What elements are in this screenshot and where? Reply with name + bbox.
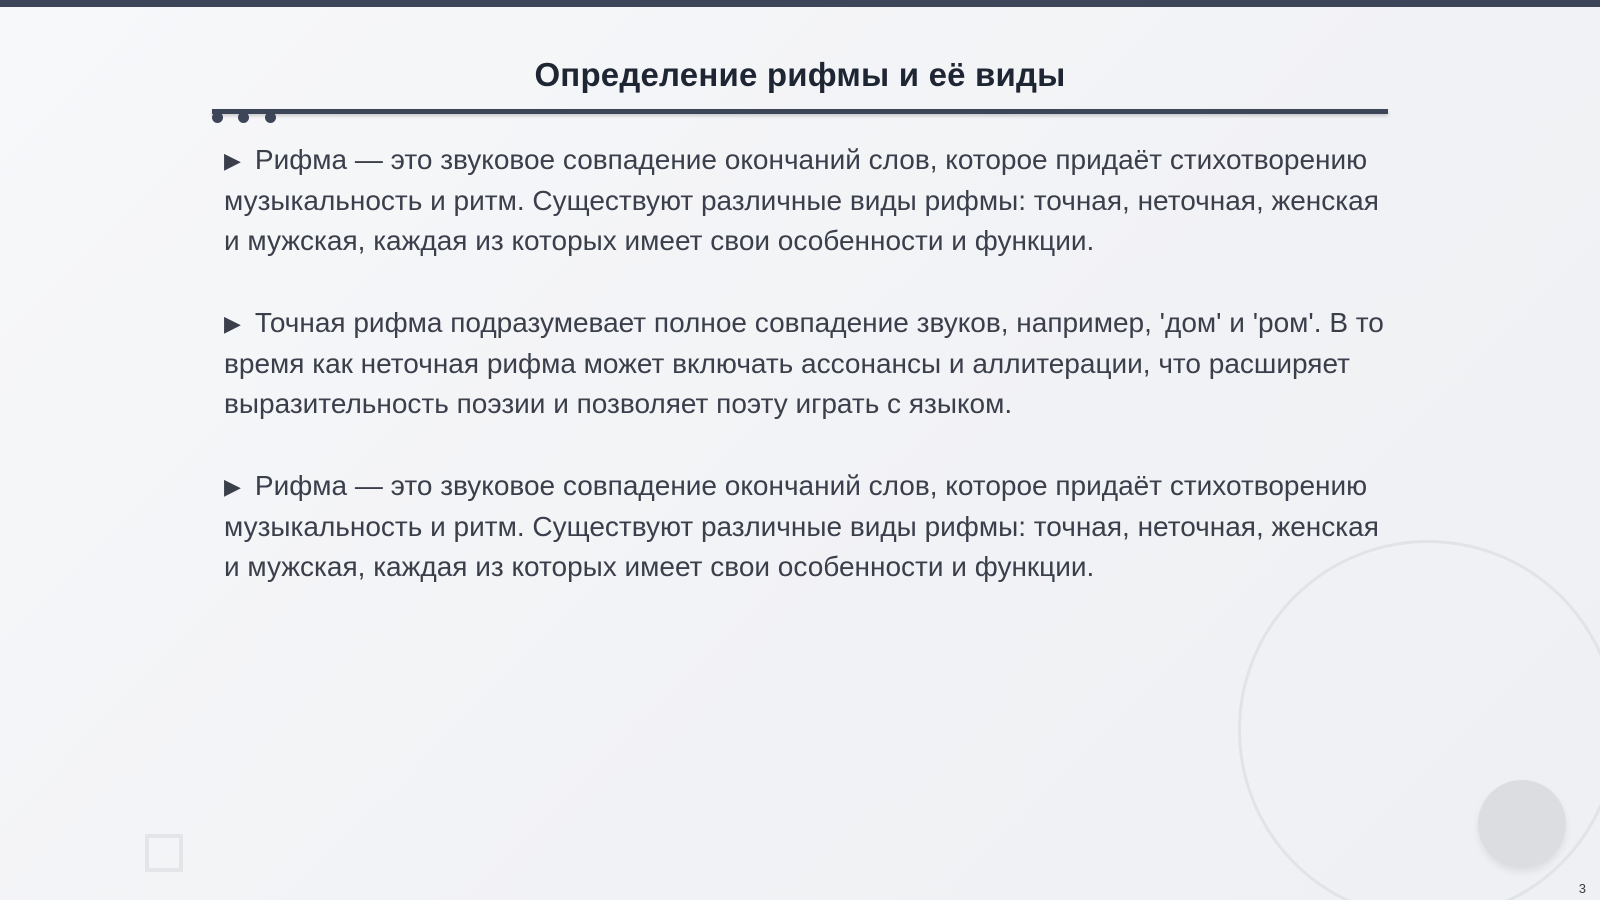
slide-title: Определение рифмы и её виды — [534, 56, 1066, 93]
decor-dot — [238, 112, 249, 123]
decor-square — [145, 834, 183, 872]
paragraph-text: Рифма — это звуковое совпадение окончаний слов, которое придаёт стихотворению музыкальность и ритм. Существуют различные виды рифмы: точная, неточная, женская и мужская, каждая из которых имеет свои особенности и функции. — [224, 470, 1379, 582]
slide-body — [224, 140, 1384, 629]
title-underline — [212, 109, 1388, 114]
bullet-arrow-icon: ▶ — [224, 148, 241, 173]
paragraph-text: Рифма — это звуковое совпадение окончаний слов, которое придаёт стихотворению музыкальность и ритм. Существуют различные виды рифмы: точная, неточная, женская и мужская, каждая из которых имеет свои особенности и функции. — [224, 144, 1379, 256]
top-accent-bar — [0, 0, 1600, 7]
paragraph-text: Точная рифма подразумевает полное совпадение звуков, например, 'дом' и 'ром'. В то время как неточная рифма может включать ассонансы и аллитерации, что расширяет выразительность поэзии и позволяет поэту играть с языком. — [224, 307, 1384, 419]
decor-dot — [212, 112, 223, 123]
bullet-arrow-icon: ▶ — [224, 474, 241, 499]
bullet-paragraph-3 — [224, 466, 1384, 587]
bullet-paragraph-2 — [224, 303, 1384, 424]
decor-dot — [265, 112, 276, 123]
decor-circle — [1478, 780, 1566, 868]
bullet-arrow-icon: ▶ — [224, 311, 241, 336]
bullet-paragraph-1 — [224, 140, 1384, 261]
page-number: 3 — [1578, 881, 1586, 896]
